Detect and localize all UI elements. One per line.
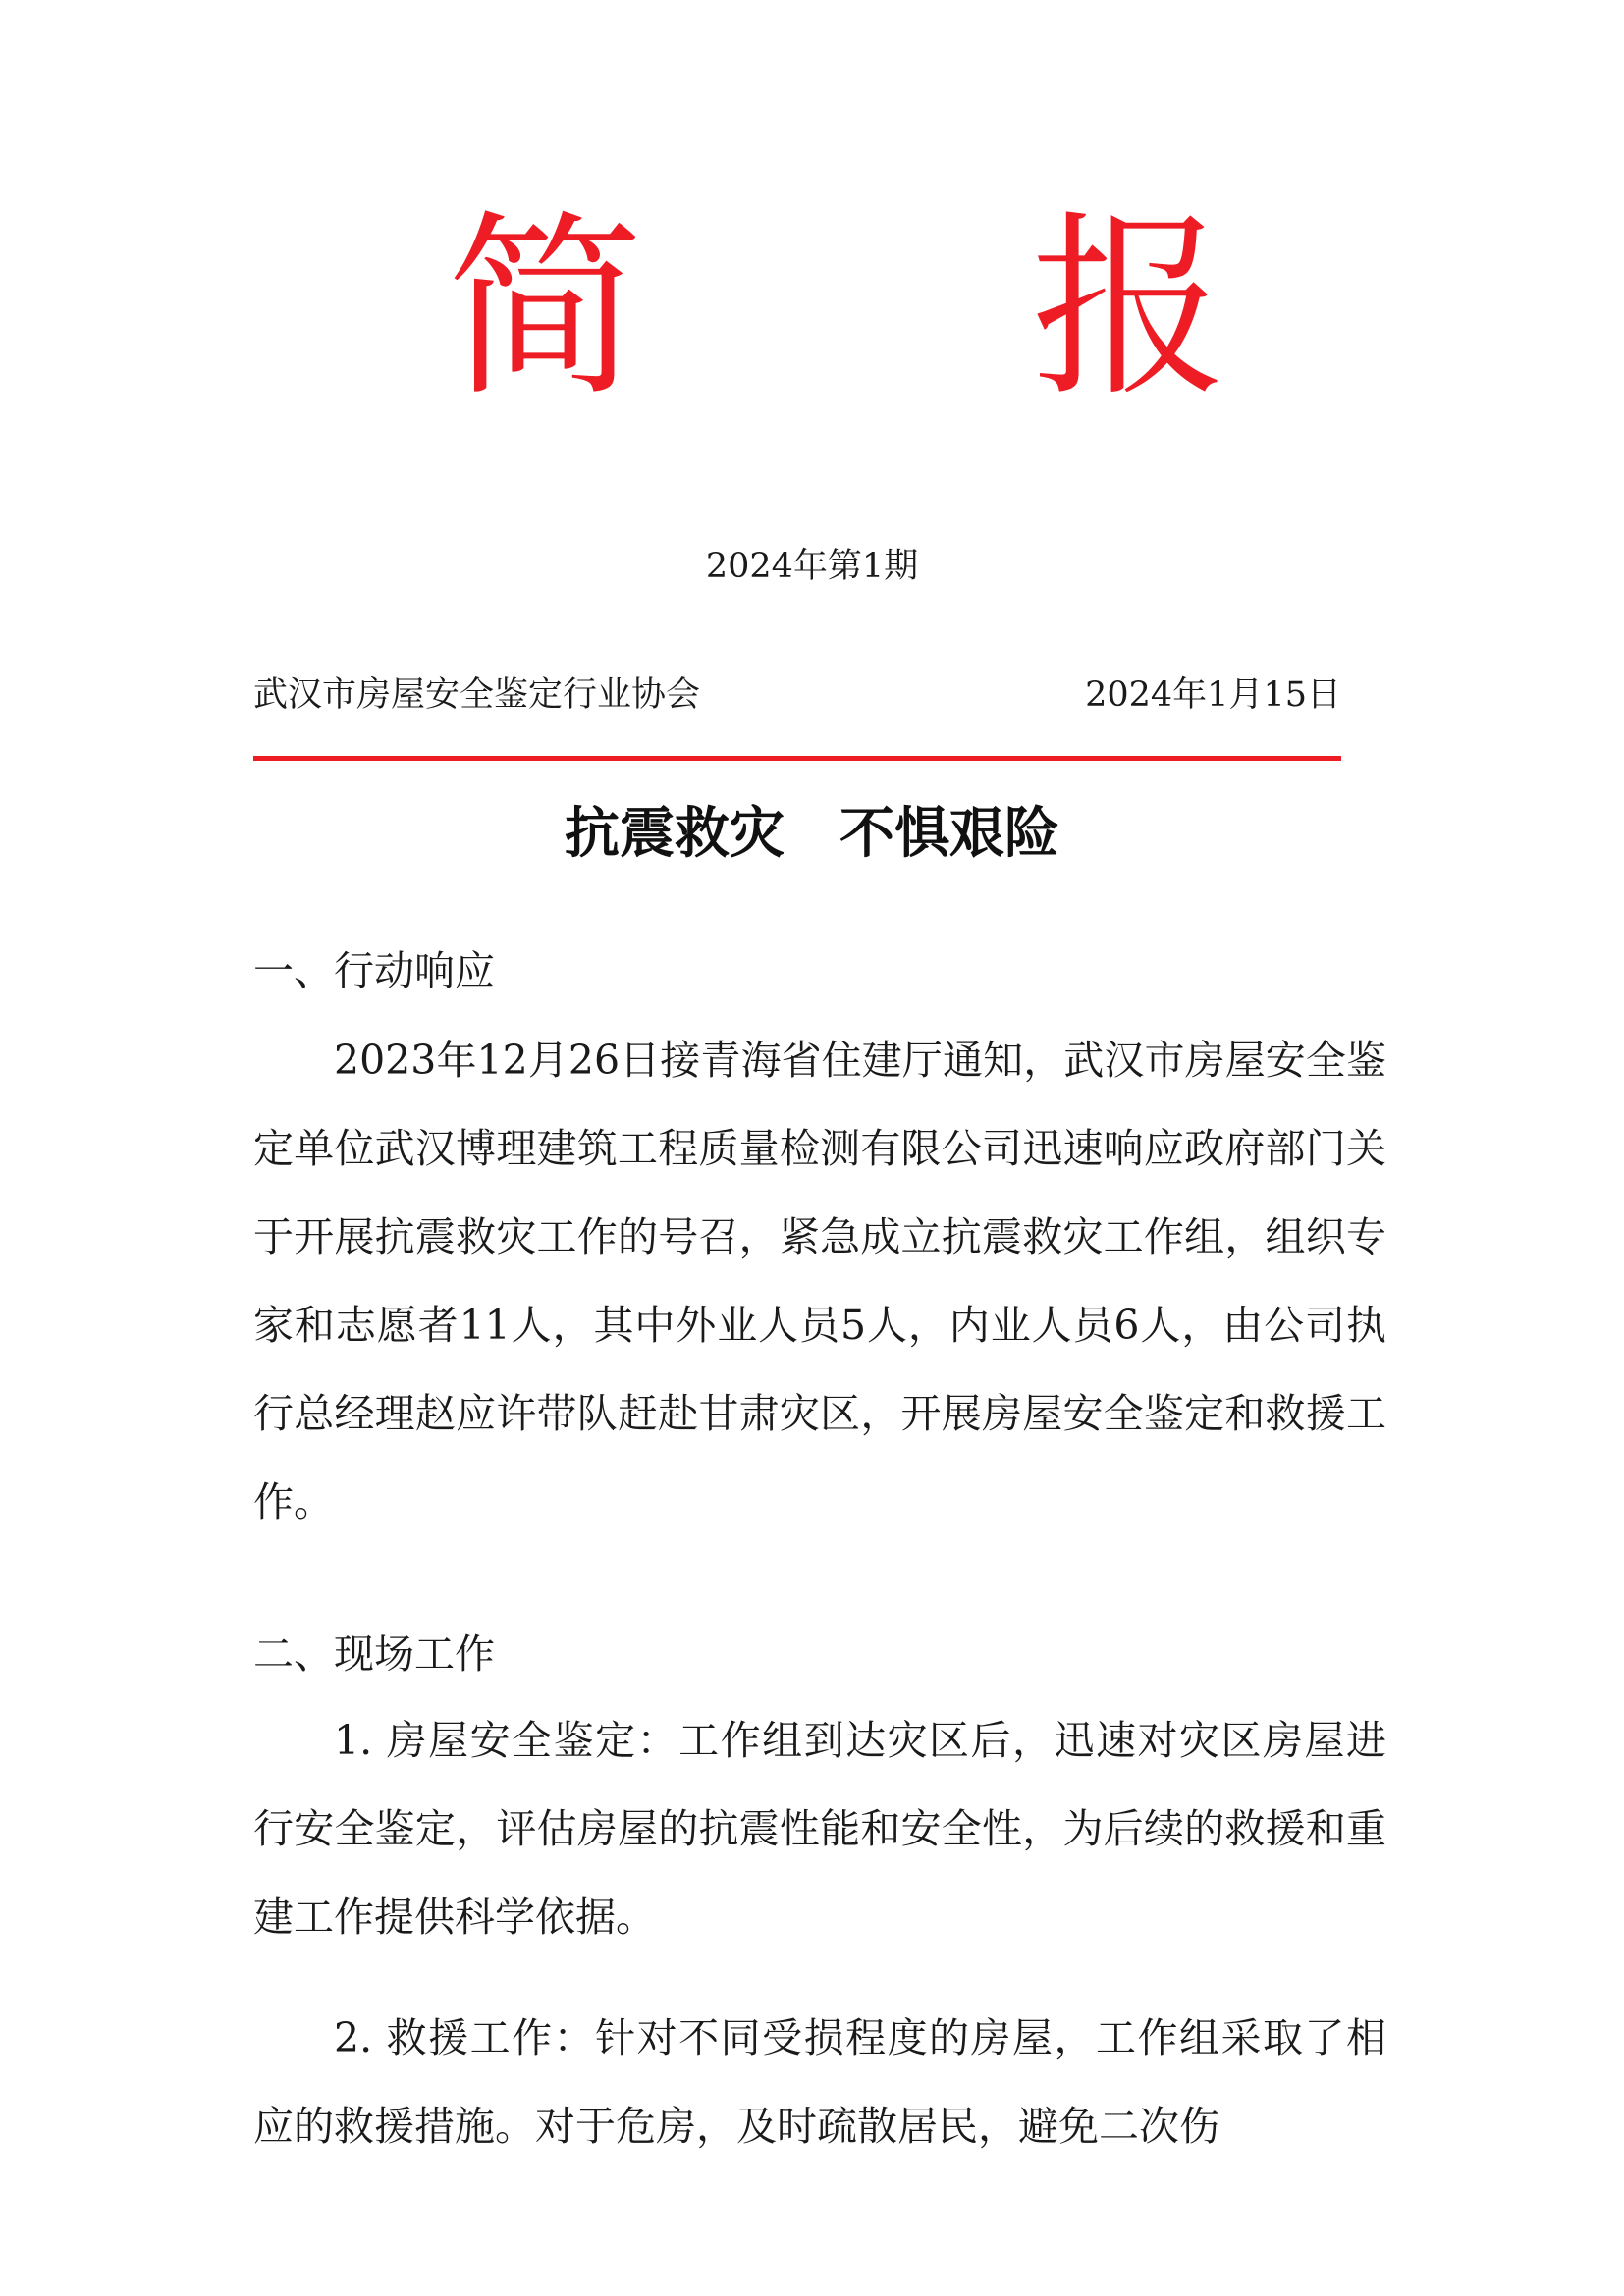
publication-date: 2024年1月15日 <box>1085 675 1341 715</box>
body-paragraph: 2023年12月26日接青海省住建厅通知，武汉市房屋安全鉴定单位武汉博理建筑工程质量检测有限公司迅速响应政府部门关于开展抗震救灾工作的号召，紧急成立抗震救灾工作组，组织专家和志愿者11人，其中外业人员5人，内业人员6人，由公司执行总经理赵应许带队赶赴甘肃灾区，开展房屋安全鉴定和救援工作。 <box>253 1037 1386 1525</box>
body-paragraph: 2. 救援工作：针对不同受损程度的房屋，工作组采取了相应的救援措施。对于危房，及时疏散居民，避免二次伤 <box>253 2014 1386 2150</box>
section-heading: 一、行动响应 <box>253 947 495 994</box>
body-paragraph: 1. 房屋安全鉴定：工作组到达灾区后，迅速对灾区房屋进行安全鉴定，评估房屋的抗震性能和安全性，为后续的救援和重建工作提供科学依据。 <box>253 1717 1386 1941</box>
article-headline: 抗震救灾 不惧艰险 <box>565 802 1059 866</box>
masthead-title-char-1: 简 <box>447 194 644 423</box>
header-row <box>253 673 1341 717</box>
masthead-title-char-2: 报 <box>1031 194 1228 423</box>
section-heading: 二、现场工作 <box>253 1630 495 1678</box>
organization-name: 武汉市房屋安全鉴定行业协会 <box>253 675 701 715</box>
red-divider <box>253 756 1341 761</box>
issue-number: 2024年第1期 <box>705 547 919 586</box>
